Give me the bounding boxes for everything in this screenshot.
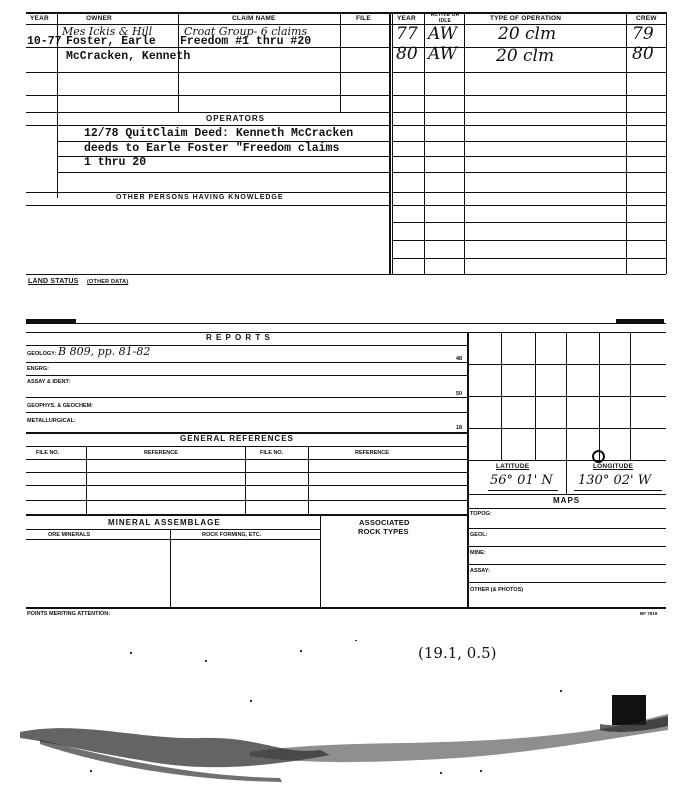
file-no-header: FILE NO. — [36, 450, 60, 456]
row-rule — [392, 192, 666, 193]
row-rule — [26, 95, 389, 96]
row-rule — [57, 172, 389, 173]
col-year2 — [424, 12, 425, 274]
handwritten-coordinates: (19.1, 0.5) — [418, 644, 497, 662]
speck — [205, 660, 207, 662]
metallurgical-label: METALLURGICAL: — [27, 418, 76, 424]
row-rule — [392, 205, 666, 206]
row-rule — [392, 222, 666, 223]
file-no-header-2: FILE NO. — [260, 450, 284, 456]
row-rule — [392, 112, 666, 113]
land-status-label: LAND STATUS — [28, 278, 79, 285]
rock-types-label: ROCK TYPES — [358, 527, 409, 536]
scan-smudge — [0, 680, 678, 790]
owner-name-2: Foster, Earle — [66, 35, 156, 48]
row-number: 48 — [456, 356, 463, 362]
hdr-type-of-operation: TYPE OF OPERATION — [490, 15, 562, 22]
mineral-assemblage-title: MINERAL ASSEMBLAGE — [108, 518, 221, 527]
hdr-claim-name: CLAIM NAME — [232, 15, 276, 22]
row-rule — [26, 446, 467, 447]
col-claim — [340, 12, 341, 112]
land-status-sub: (OTHER DATA) — [87, 279, 129, 285]
row-rule — [574, 490, 662, 491]
row-rule — [26, 205, 389, 206]
row-rule — [392, 95, 666, 96]
row-rule — [26, 539, 320, 540]
row-rule — [26, 125, 389, 126]
col-rule — [308, 446, 309, 514]
longitude-label: LONGITUDE — [593, 463, 634, 470]
row-rule — [467, 528, 666, 529]
reports-bottom-border — [26, 607, 666, 609]
operators-line-3: 1 thru 20 — [84, 156, 147, 169]
speck — [355, 640, 357, 641]
operators-line-2: deeds to Earle Foster "Freedom claims — [84, 142, 340, 155]
row-rule — [467, 564, 666, 565]
row-rule — [392, 172, 666, 173]
row-rule — [392, 156, 666, 157]
hdr-active-idle: ACTIVE OR IDLE — [430, 12, 460, 24]
row-rule — [26, 72, 389, 73]
maps-other: OTHER (& PHOTOS) — [470, 587, 524, 593]
col-rule — [566, 460, 567, 494]
op-crew-2: 80 — [632, 44, 654, 64]
speck — [90, 770, 92, 772]
row-rule — [26, 529, 320, 530]
reports-top-border — [26, 323, 666, 324]
row-rule — [26, 459, 467, 460]
speck — [250, 700, 252, 702]
row-rule — [392, 141, 666, 142]
row-rule — [26, 500, 467, 501]
op-year-1: 77 — [396, 24, 418, 44]
maps-title: MAPS — [553, 496, 581, 505]
row-rule — [467, 546, 666, 547]
hdr-year2: YEAR — [397, 15, 416, 22]
col-rule — [320, 514, 321, 608]
owner-name-3: McCracken, Kenneth — [66, 50, 191, 63]
col-status — [464, 12, 465, 274]
grid-row — [467, 396, 666, 397]
col-rule — [245, 446, 246, 514]
grid-row — [467, 428, 666, 429]
col-rule — [86, 446, 87, 514]
speck — [480, 770, 482, 772]
row-rule — [467, 582, 666, 583]
row-rule — [392, 258, 666, 259]
row-rule — [392, 72, 666, 73]
reports-right-divider — [467, 332, 469, 608]
latitude-value: 56° 01' N — [490, 473, 553, 488]
hdr-file: FILE — [356, 15, 371, 22]
row-rule — [26, 485, 467, 486]
hdr-year: YEAR — [30, 15, 49, 22]
maps-geol: GEOL: — [470, 532, 488, 538]
row-number: 50 — [456, 391, 463, 397]
ore-minerals-header: ORE MINERALS — [48, 532, 91, 538]
row-rule — [26, 514, 467, 516]
row-rule — [26, 332, 666, 333]
section-bottom — [26, 274, 666, 275]
row-rule — [467, 494, 666, 495]
center-divider — [389, 12, 391, 274]
row-rule — [26, 375, 467, 376]
row-rule — [26, 412, 467, 413]
reports-title: R E P O R T S — [206, 333, 271, 342]
associated-label: ASSOCIATED — [359, 518, 410, 527]
row-number: 18 — [456, 425, 463, 431]
col-crew — [666, 12, 667, 274]
maps-assay: ASSAY: — [470, 568, 490, 574]
row-rule — [26, 192, 389, 193]
op-crew-1: 79 — [632, 24, 654, 44]
speck — [130, 652, 132, 654]
assay-label: ASSAY & IDENT: — [27, 379, 71, 385]
geology-value: B 809, pp. 81-82 — [58, 345, 151, 358]
form-number: BF 7919 — [640, 611, 658, 616]
reference-header: REFERENCE — [144, 450, 178, 456]
claim-name-2: Freedom #1 thru #20 — [180, 35, 312, 48]
maps-mine: MINE: — [470, 550, 486, 556]
col-type — [626, 12, 627, 274]
row-rule — [26, 397, 467, 398]
speck — [440, 772, 442, 774]
row-rule — [488, 490, 558, 491]
longitude-value: 130° 02' W — [578, 473, 652, 488]
claim-name-1: Croat Group- 6 claims — [184, 25, 308, 38]
geophys-label: GEOPHYS. & GEOCHEM: — [27, 403, 94, 409]
general-references-title: GENERAL REFERENCES — [180, 434, 294, 443]
hdr-owner: OWNER — [86, 15, 112, 22]
row-rule — [392, 125, 666, 126]
geology-label: GEOLOGY: — [27, 351, 57, 357]
top-border — [26, 12, 666, 14]
speck — [300, 650, 302, 652]
other-persons-title: OTHER PERSONS HAVING KNOWLEDGE — [116, 194, 284, 201]
col-rule — [170, 529, 171, 608]
op-status-1: AW — [428, 24, 458, 44]
op-type-1: 20 clm — [498, 24, 557, 44]
maps-topog: TOPOG: — [470, 511, 492, 517]
row-rule — [392, 240, 666, 241]
rock-forming-header: ROCK FORMING, ETC. — [202, 532, 262, 538]
operators-title: OPERATORS — [206, 114, 265, 123]
op-type-2: 20 clm — [496, 46, 555, 66]
operators-line-1: 12/78 QuitClaim Deed: Kenneth McCracken — [84, 127, 354, 140]
location-marker-icon — [592, 450, 605, 463]
owner-name-1: Mes Ickis & Hill — [62, 25, 153, 38]
row-rule — [467, 508, 666, 509]
op-status-2: AW — [428, 44, 458, 64]
points-meriting-attention: POINTS MERITING ATTENTION: — [27, 611, 111, 617]
speck — [560, 690, 562, 692]
reference-header-2: REFERENCE — [355, 450, 389, 456]
owner-year-2: 10-77 — [27, 35, 62, 48]
row-rule — [26, 112, 389, 113]
hdr-crew: CREW — [636, 15, 657, 22]
center-divider-2 — [392, 12, 393, 274]
op-year-2: 80 — [396, 44, 418, 64]
grid-row — [467, 364, 666, 365]
engrg-label: ENGRG: — [27, 366, 49, 372]
row-rule — [26, 472, 467, 473]
latitude-label: LATITUDE — [496, 463, 530, 470]
row-rule — [26, 362, 467, 363]
